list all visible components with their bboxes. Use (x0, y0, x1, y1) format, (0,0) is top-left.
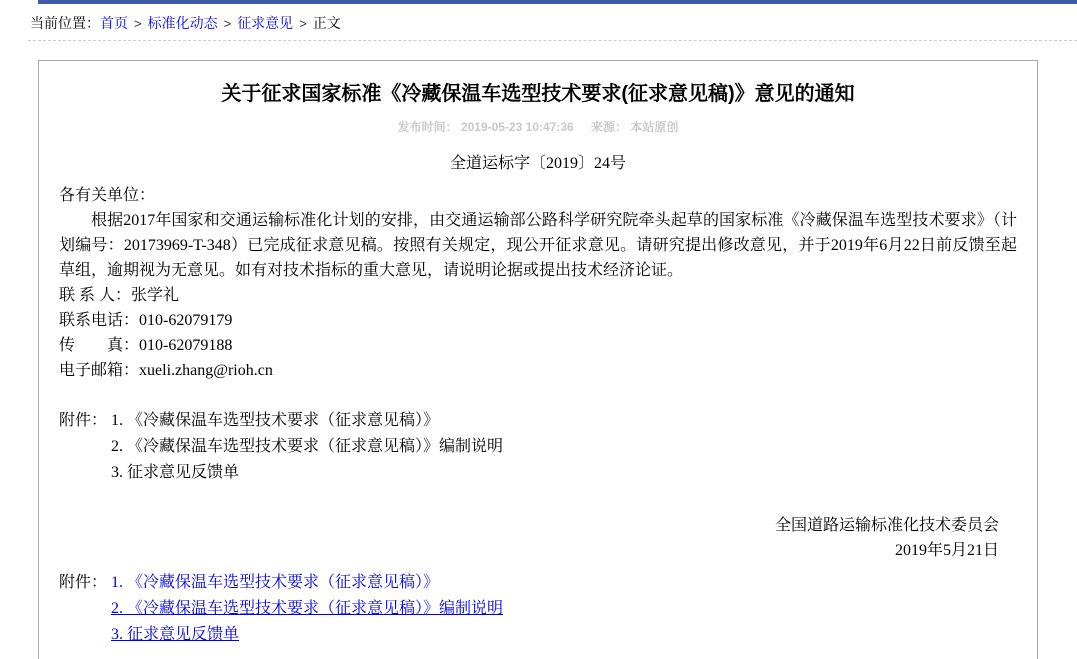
attachments-label: 附件： (59, 574, 108, 591)
attachments-links-block (59, 570, 1017, 648)
salutation: 各有关单位： (59, 187, 156, 204)
attachment-link-1[interactable]: 1. 《冷藏保温车选型技术要求（征求意见稿）》 (111, 574, 440, 591)
source-label: 来源： (591, 120, 628, 134)
breadcrumb-link-solicit-opinions[interactable]: 征求意见 (237, 15, 294, 31)
contact-phone-value: 010-62079179 (139, 312, 233, 329)
contact-fax-value: 010-62079188 (139, 337, 233, 354)
attachments-plain-block (59, 408, 1017, 486)
contact-fax-label: 传 真： (59, 337, 140, 354)
contact-person-line (59, 283, 1017, 308)
attachments-label: 附件： (59, 412, 108, 429)
document-number: 全道运标字〔2019〕24号 (449, 155, 626, 172)
contact-email-line (59, 358, 1017, 383)
breadcrumb-current: 正文 (312, 15, 341, 31)
top-accent-bar (38, 0, 1077, 4)
publish-time-label: 发布时间： (397, 120, 458, 134)
contact-email-label: 电子邮箱： (59, 362, 140, 379)
breadcrumb (30, 14, 1077, 33)
breadcrumb-link-home[interactable]: 首页 (100, 15, 128, 31)
contact-person-value: 张学礼 (131, 287, 180, 304)
breadcrumb-separator: > (134, 16, 142, 31)
article-meta (59, 118, 1017, 135)
attachment-plain-item-3: 3. 征求意见反馈单 (111, 464, 240, 481)
breadcrumb-separator: > (223, 16, 232, 31)
contact-email-value: xueli.zhang@rioh.cn (139, 362, 273, 379)
main-paragraph: 根据2017年国家和交通运输标准化计划的安排，由交通运输部公路科学研究院牵头起草的国家标准《冷藏保温车选型技术要求》（计划编号：20173969-T-348）已完成征求意见稿。按照有关规定，现公开征求意见。请研究提出修改意见，并于2019年6月22日前反馈至起草组，逾期视为无意见。如有对技术指标的重大意见，请说明论据或提出技术经济论证。 (59, 212, 1017, 279)
attachment-plain-item-1: 1. 《冷藏保温车选型技术要求（征求意见稿）》 (111, 412, 440, 429)
attachment-plain-item-2: 2. 《冷藏保温车选型技术要求（征求意见稿）》编制说明 (111, 438, 504, 455)
source-value: 本站原创 (630, 120, 679, 134)
breadcrumb-link-standards-news[interactable]: 标准化动态 (147, 15, 218, 31)
document-body (59, 183, 1017, 383)
attachments-link-items (107, 570, 1017, 648)
article-content-box (38, 60, 1038, 659)
breadcrumb-separator: > (299, 16, 307, 31)
attachment-link-3[interactable]: 3. 征求意见反馈单 (111, 626, 240, 643)
contact-fax-line (59, 333, 1017, 358)
signature-block (59, 513, 1017, 563)
breadcrumb-divider (28, 40, 1077, 41)
contact-phone-label: 联系电话： (59, 312, 140, 329)
contact-phone-line (59, 308, 1017, 333)
publish-time-value: 2019-05-23 10:47:36 (460, 120, 574, 134)
attachment-link-2[interactable]: 2. 《冷藏保温车选型技术要求（征求意见稿）》编制说明 (111, 600, 504, 617)
page-title: 关于征求国家标准《冷藏保温车选型技术要求(征求意见稿)》意见的通知 (221, 83, 855, 105)
breadcrumb-label: 当前位置： (30, 15, 100, 31)
signature-organization: 全国道路运输标准化技术委员会 (774, 517, 999, 534)
contact-person-label: 联 系 人： (59, 287, 132, 304)
attachments-plain-items (107, 408, 1017, 486)
signature-date: 2019年5月21日 (894, 542, 999, 559)
